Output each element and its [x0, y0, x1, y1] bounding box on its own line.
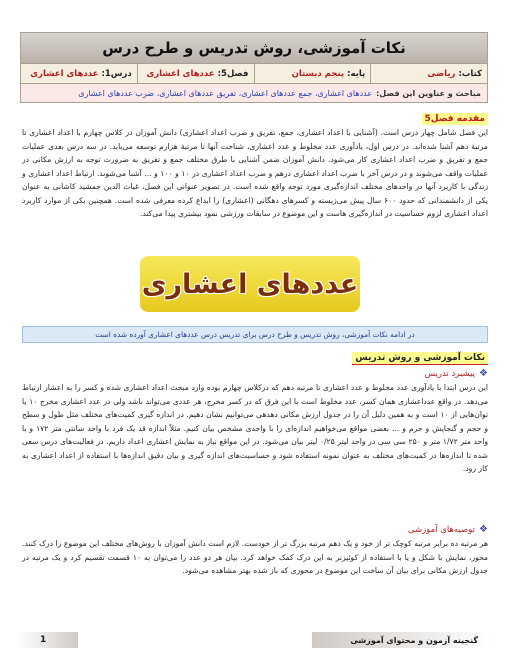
recommend-subheading: [408, 524, 488, 535]
intro-paragraph: این فصل شامل چهار درس است. (آشنایی با اعداد اعشاری، جمع، تفریق و ضرب اعداد اعشاری) دانش آموزان در کلاس چهارم با اعداد اعشاری تا مرتبهٔ دهم آشنا شده‌اند. در درس اول، یادآوری عدد مخلوط و عدد اعشاری، شناخت آنها تا مرتبهٔ هزارم توسعه می‌یابد. در سه درس بعدی عملیات جمع و تفریق و ضرب اعداد اعشاری کار می‌شود. دانش آموزان ضمن آشنایی با طرق مختلف جمع و تفریق به ضرورت توجه به ارزش مکانی در عملیات واقف می‌شوند و در درس آخر با ضرب اعداد اعشاری درهم و ضرب اعداد اعشاری در ۱۰ و ۱۰۰ و ... آشنا می‌شوند. ارتباط اعداد اعشاری و زندگی با کاربرد آنها در واحدهای مختلف اندازه‌گیری مورد توجه واقع شده است. در تصویر عنوانی این فصل، غیاث الدین جمشید کاشانی به عنوان یکی از دانشمندانی که حدود ۶۰۰ سال پیش می‌زیسته و کسرهای دهگانی (اعشاری) را ابداع کرده معرفی شده است. همچنین یکی از موارد کاربرد اعداد اعشاری لزوم حساسیت در اندازه‌گیری هاست و این موضوع در سابقات ورزشی نمود بیشتری پیدا می‌کند.: [22, 128, 489, 218]
grade-label: پایه:: [347, 68, 366, 79]
book-value: ریاضی: [427, 68, 456, 79]
page-title: نکات آموزشی، روش تدریس و طرح درس: [21, 33, 487, 64]
lesson-value: عددهای اعشاری: [30, 68, 99, 79]
prereq-subheading: [425, 368, 488, 379]
teaching-heading: نکات آموزشی و روش تدریس: [352, 352, 488, 365]
lesson-cell: [21, 64, 137, 83]
intro-heading: مقدمه فصل5: [422, 113, 488, 125]
book-cell: [370, 64, 487, 83]
topics-row: [21, 84, 487, 102]
grade-value: پنجم دبستان: [291, 68, 345, 79]
page-number: 1: [18, 632, 78, 648]
publisher-name: گنجینه آزمون و محتوای آموزشی: [312, 632, 492, 648]
bullet-icon: ❖: [479, 524, 488, 535]
book-label: کتاب:: [458, 68, 482, 79]
topics-value: عددهای اعشاری، جمع عددهای اعشاری، تفریق عددهای اعشاری، ضرب عددهای اعشاری: [78, 88, 373, 98]
banner-text: عددهای اعشاری: [141, 268, 359, 300]
prereq-heading-text: پیشبرد تدریس: [424, 368, 476, 379]
chapter-cell: [137, 64, 254, 83]
bullet-icon: ❖: [479, 368, 488, 379]
chapter-banner: [140, 256, 360, 312]
lesson-meta-row: [21, 64, 487, 84]
topics-label: مباحث و عناوین این فصل:: [376, 88, 481, 98]
chapter-value: عددهای اعشاری: [146, 68, 215, 79]
lesson-header: [20, 32, 488, 103]
recommend-heading-text: توصیه‌های آموزشی: [407, 524, 476, 535]
chapter-label: فصل5:: [217, 68, 249, 79]
continuation-note: در ادامه نکات آموزشی، روش تدریس و طرح درس برای تدریس درس عددهای اعشاری آورده شده است: [22, 326, 488, 343]
grade-cell: [254, 64, 371, 83]
prereq-paragraph: این درس ابتدا با یادآوری عدد مخلوط و عدد اعشاری تا مرتبه دهم که درکلاس چهارم بوده وارد مبحث اعداد اعشاری شده و کسر را به اعشار ارتباط می‌دهد. در واقع عدداعشاری همان کسر، عدد مخلوط است با این فرق که در کسر مخرج، هر عددی می‌تواند باشد ولی در عدد اعشاری مخرج ۱۰ یا توان‌هایی از ۱۰ است و به همین دلیل آن را در جدول ارزش مکانی دهدهی می‌توانیم نشان دهیم. در اندازه گیری کمیت‌های مختلف مثل طول و سطح و حجم و گنجایش و جرم و ... بعضی مواقع می‌خواهیم اندازه‌ای را با واحدی مشخص بیان کنیم. مثلاً اندازه قد یک فرد با واحد سانتی متر ۱۷۲ و با واحد متر ۱/۷۲ متر و ۲۵۰ سی سی در واحد لیتر ۰/۲۵ لیتر بیان می‌شود. در این مواقع نیاز به نمایش اعشاری اعداد داریم. در فعالیت‌های درس سعی شده تا اندازه‌ها در کمیت‌های مختلف به عنوان نمونه استفاده شود و حساسیت‌های اندازه گیری و بیان دقیق اندازه‌ها با استفاده از اعداد اعشاری به کار رود.: [22, 383, 489, 473]
page-footer: [18, 632, 492, 648]
lesson-label: درس1:: [101, 68, 132, 79]
recommend-paragraph: هر مرتبه ده برابر مرتبه کوچک تر از خود و یک دهم مرتبه بزرگ تر از خودست. لازم است دانش آموزان با روش‌های مختلف این موضوع را درک کنند. محور، نمایش با شکل و یا با استفاده از کوئیزنر به این درک کمک خواهد کرد. بیان هر دو عدد را می‌توان به ۱۰ قسمت تقسیم کرد و یک مرتبه در جدول ارزش مکانی برای بیان آن ساخت این موضوع در محوری که باز شده بهتر مشاهده می‌شود.: [22, 539, 488, 575]
